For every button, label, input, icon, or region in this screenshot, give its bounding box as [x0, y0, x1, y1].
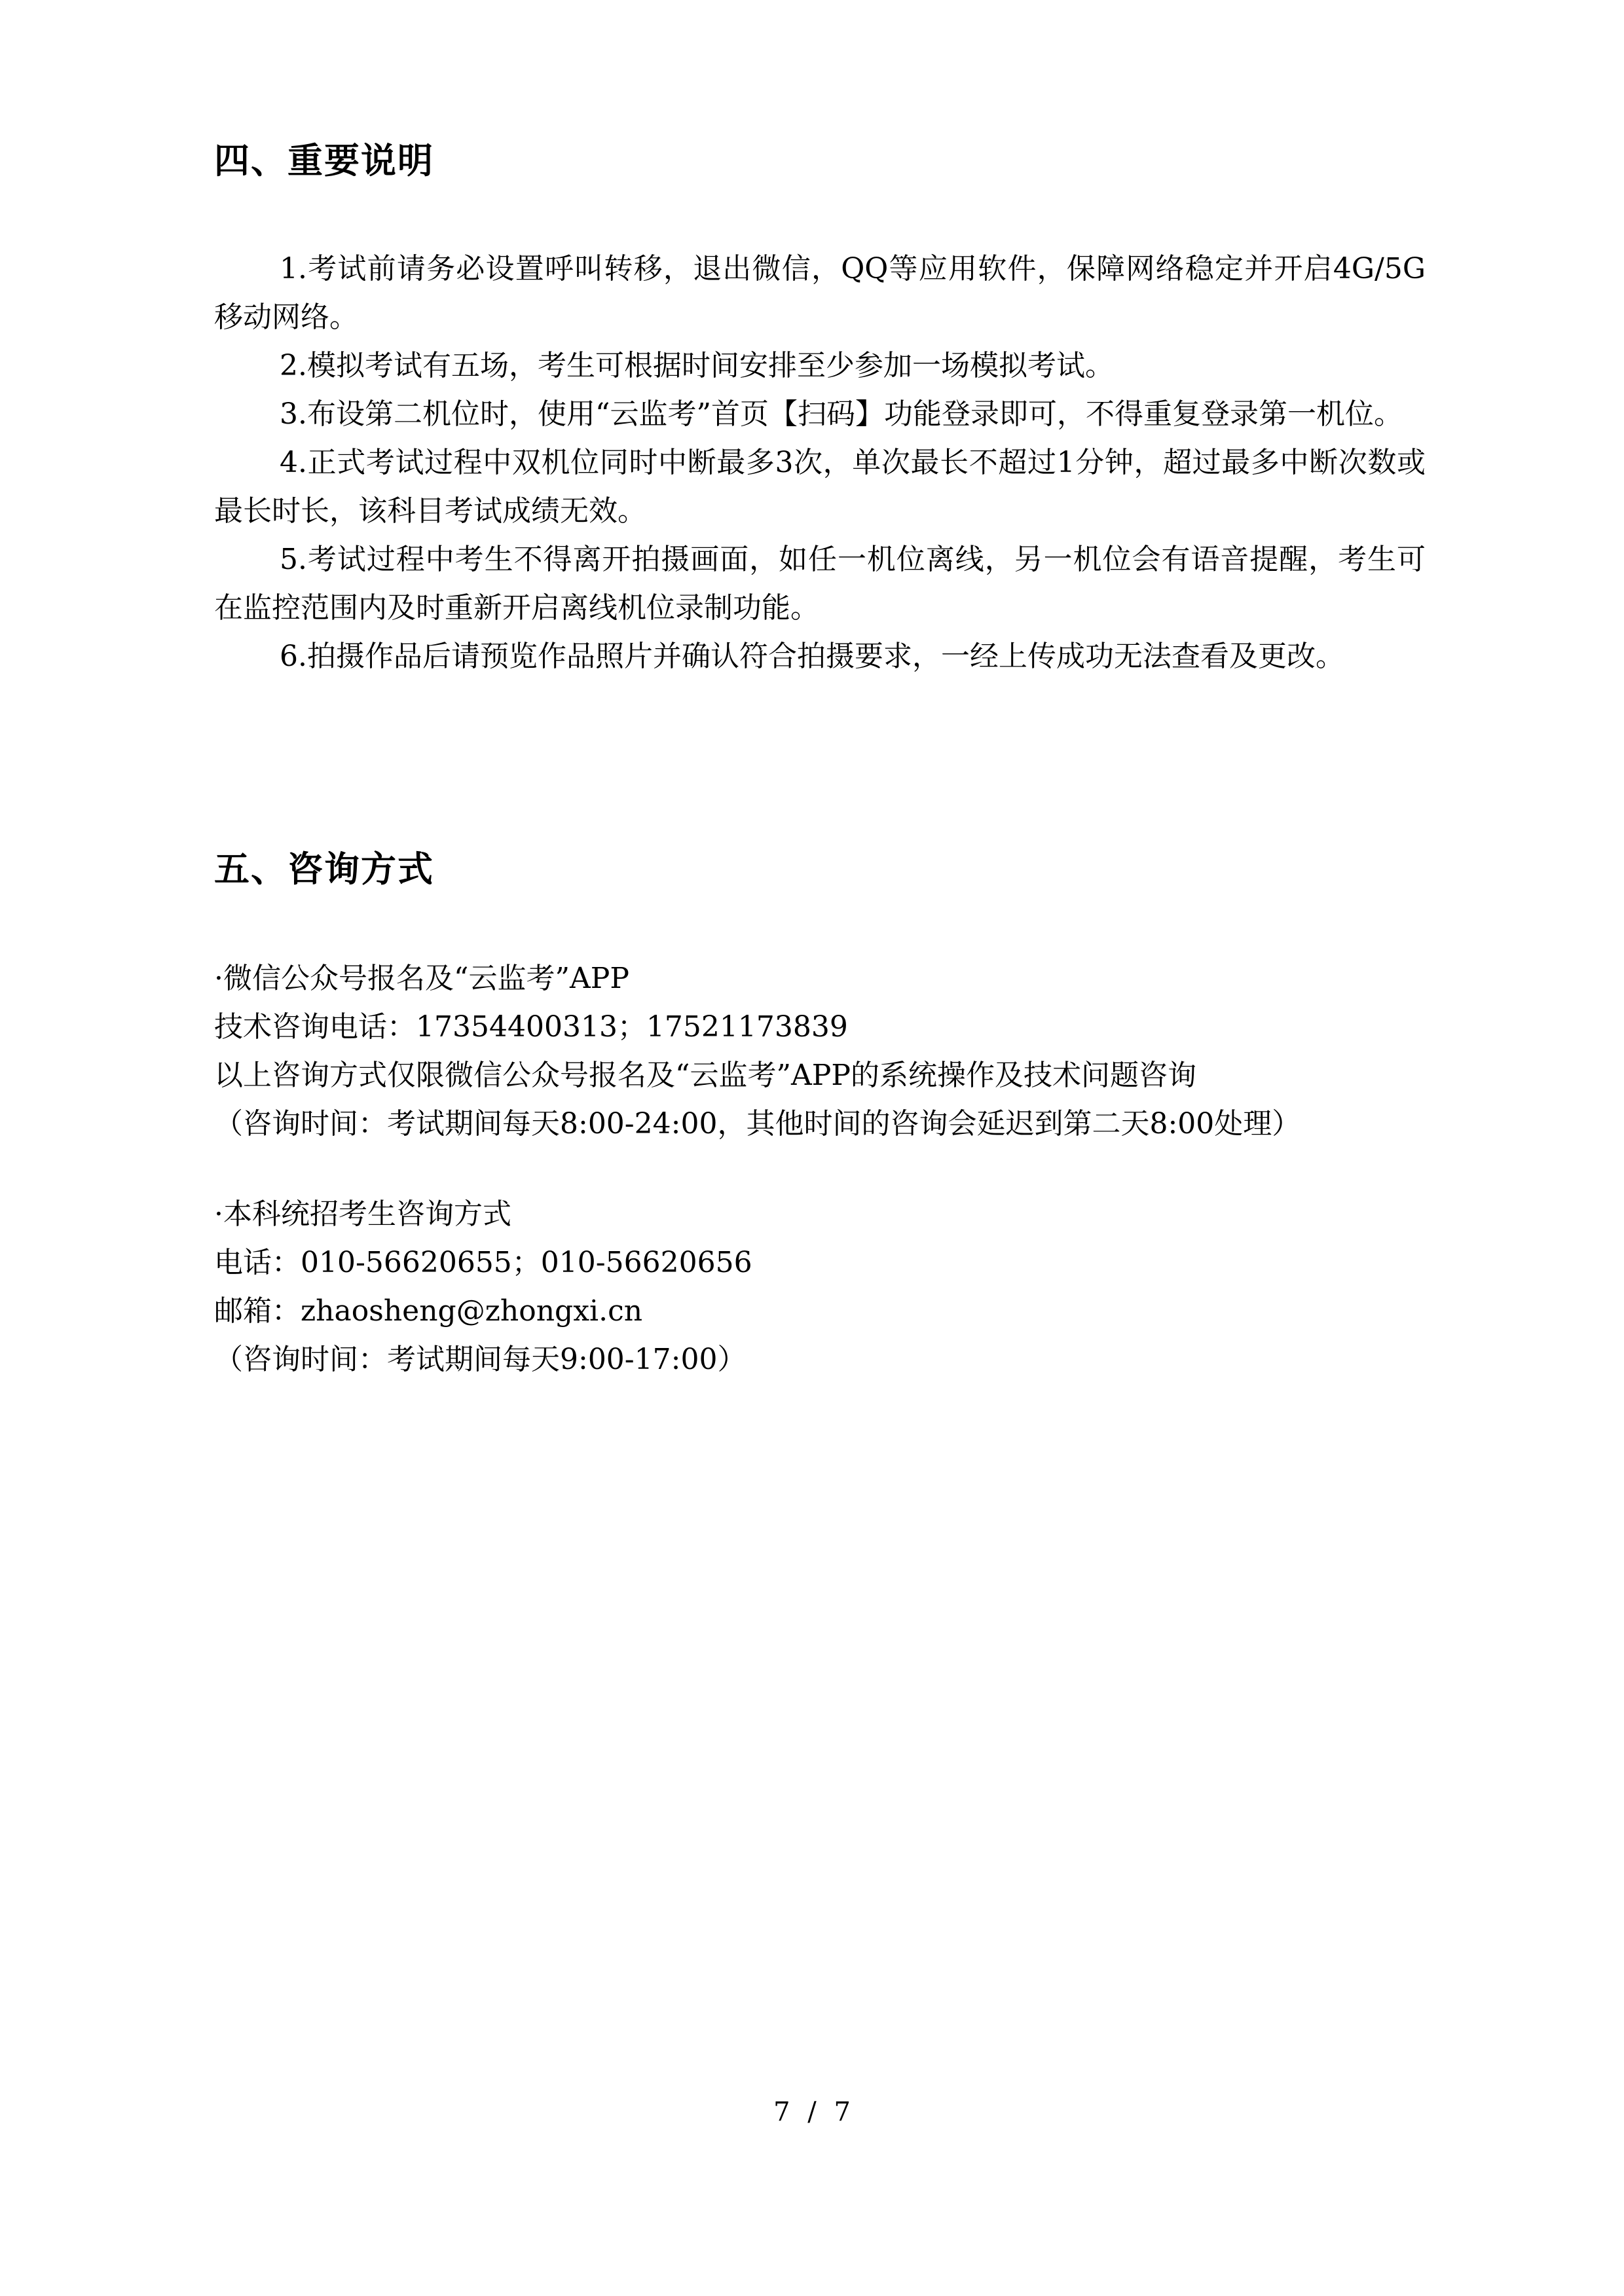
undergrad-contact-title: ·本科统招考生咨询方式 [214, 1197, 511, 1231]
undergrad-contact-email: 邮箱：zhaosheng@zhongxi.cn [214, 1294, 643, 1328]
undergrad-contact-hours: （咨询时间：考试期间每天9:00-17:00） [214, 1343, 747, 1376]
section-heading-important-notes: 四、重要说明 [214, 140, 434, 181]
note-item: 6.拍摄作品后请预览作品照片并确认符合拍摄要求，一经上传成功无法查看及更改。 [280, 640, 1344, 673]
important-notes-list [214, 245, 1426, 681]
page-number: 7 / 7 [773, 2097, 851, 2127]
undergrad-contact-block [214, 1190, 1458, 1384]
app-contact-block [214, 955, 1458, 1148]
app-contact-hours: （咨询时间：考试期间每天8:00-24:00，其他时间的咨询会延迟到第二天8:00处理） [214, 1107, 1301, 1140]
app-contact-title: ·微信公众号报名及“云监考”APP [214, 962, 629, 995]
note-item: 2.模拟考试有五场，考生可根据时间安排至少参加一场模拟考试。 [280, 349, 1114, 382]
note-item: 5.考试过程中考生不得离开拍摄画面，如任一机位离线，另一机位会有语音提醒，考生可在监控范围内及时重新开启离线机位录制功能。 [214, 543, 1426, 625]
undergrad-contact-phone: 电话：010-56620655；010-56620656 [214, 1246, 752, 1279]
app-contact-scope: 以上咨询方式仅限微信公众号报名及“云监考”APP的系统操作及技术问题咨询 [214, 1059, 1196, 1092]
note-item: 1.考试前请务必设置呼叫转移，退出微信，QQ等应用软件，保障网络稳定并开启4G/5G移动网络。 [214, 252, 1426, 334]
section-heading-consultation: 五、咨询方式 [214, 848, 434, 890]
note-item: 3.布设第二机位时，使用“云监考”首页【扫码】功能登录即可，不得重复登录第一机位。 [280, 397, 1403, 431]
note-item: 4.正式考试过程中双机位同时中断最多3次，单次最长不超过1分钟，超过最多中断次数或最长时长，该科目考试成绩无效。 [214, 446, 1426, 528]
app-contact-phone: 技术咨询电话：17354400313；17521173839 [214, 1010, 848, 1044]
